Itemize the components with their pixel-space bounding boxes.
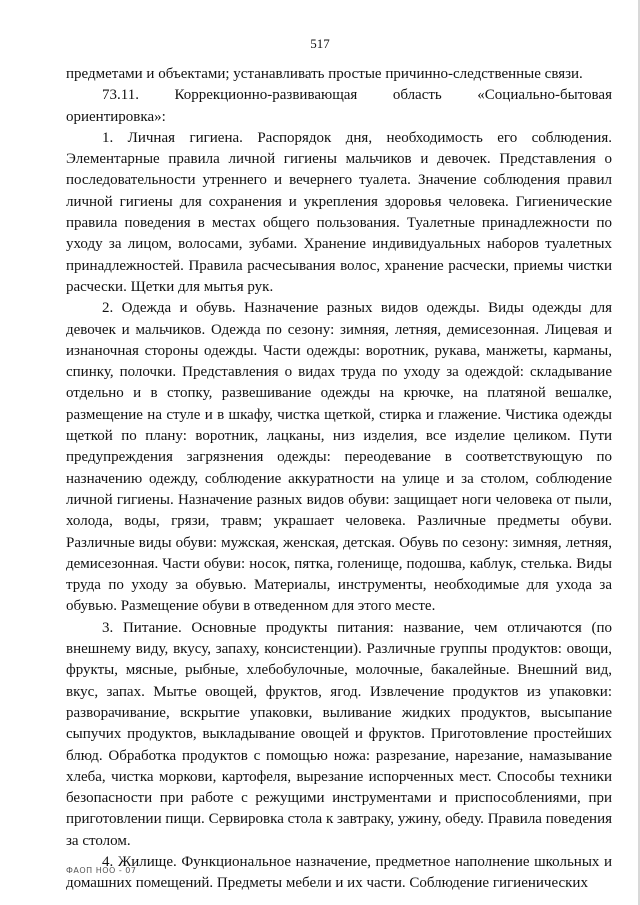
paragraph-hygiene: 1. Личная гигиена. Распорядок дня, необходимость его соблюдения. Элементарные правила личной гигиены мальчиков и девочек. Представления о последовательности утреннего и вечернего туалета. Значение соблюдения правил личной гигиены для сохранения и укрепления здоровья человека. Гигиенические правила поведения в местах общего пользования. Туалетные принадлежности по уходу за лицом, волосами, зубами. Хранение индивидуальных наборов туалетных принадлежностей. Правила расчесывания волос, хранение расчески, приемы чистки расчески. Щетки для мытья рук. — [66, 129, 612, 295]
section-number: 73.11. — [102, 87, 139, 104]
paragraph-clothing: 2. Одежда и обувь. Назначение разных видов одежды. Виды одежды для девочек и мальчиков. Одежда по сезону: зимняя, летняя, демисезонная. Лицевая и изнаночная стороны одежды. Части одежды: воротник, рукава, манжеты, карманы, спинку, полочки. Представления о видах труда по уходу за одеждой: складывание отдельно и в стопку, развешивание одежды на крючке, на платяной вешалке, размещение на стуле и в шкафу, чистка щеткой, стирка и глажение. Чистика одежды щеткой по плану: воротник, лацканы, низ изделия, все изделие целиком. Пути предупреждения загрязнения одежды: переодевание в соответствующую по назначению одежду, соблюдение аккуратности на улице и за столом, соблюдение личной гигиены. Назначение разных видов обуви: защищает ноги человека от пыли, холода, воды, грязи, травм; украшает человека. Различные предметы обуви. Различные виды обуви: мужская, женская, детская. Обувь по сезону: зимняя, летняя, демисезонная. Части обуви: носок, пятка, голенище, подошва, каблук, стелька. Виды труда по уходу за обувью. Материалы, инструменты, необходимые для ухода за обувью. Размещение обуви в отведенном для этого месте. — [66, 300, 612, 615]
paragraph-housing: 4. Жилище. Функциональное назначение, предметное наполнение школьных и домашних помещений. Предметы мебели и их части. Соблюдение гигиенических — [66, 853, 612, 892]
paragraph-nutrition: 3. Питание. Основные продукты питания: название, чем отличаются (по внешнему виду, вкусу, запаху, консистенции). Различные группы продуктов: овощи, фрукты, мясные, рыбные, хлебобулочные, молочные, бакалейные. Внешний вид, вкус, запах. Мытье овощей, фруктов, ягод. Извлечение продуктов из упаковки: разворачивание, вскрытие упаковки, выливание жидких продуктов, высыпание сыпучих продуктов, выкладывание овощей и фруктов. Приготовление простейших блюд. Обработка продуктов с помощью ножа: разрезание, нарезание, намазывание хлеба, чистка моркови, картофеля, вырезание испорченных мест. Способы техники безопасности при работе с режущими инструментами и приспособлениями, при приготовлении пищи. Сервировка стола к завтраку, ужину, обеду. Правила поведения за столом. — [66, 619, 612, 849]
intro-line: предметами и объектами; устанавливать простые причинно-следственные связи. — [66, 66, 583, 82]
document-body — [66, 64, 612, 895]
page-number: 517 — [310, 36, 330, 51]
section-title-word-1: Коррекционно-развивающая — [174, 87, 358, 104]
section-heading — [66, 85, 612, 106]
section-heading-continuation: ориентировка»: — [66, 108, 166, 125]
section-title-word-3: «Социально-бытовая — [477, 87, 612, 104]
section-title-word-2: область — [392, 87, 442, 104]
footer-stamp: ФАОП НОО - 07 — [66, 866, 137, 875]
